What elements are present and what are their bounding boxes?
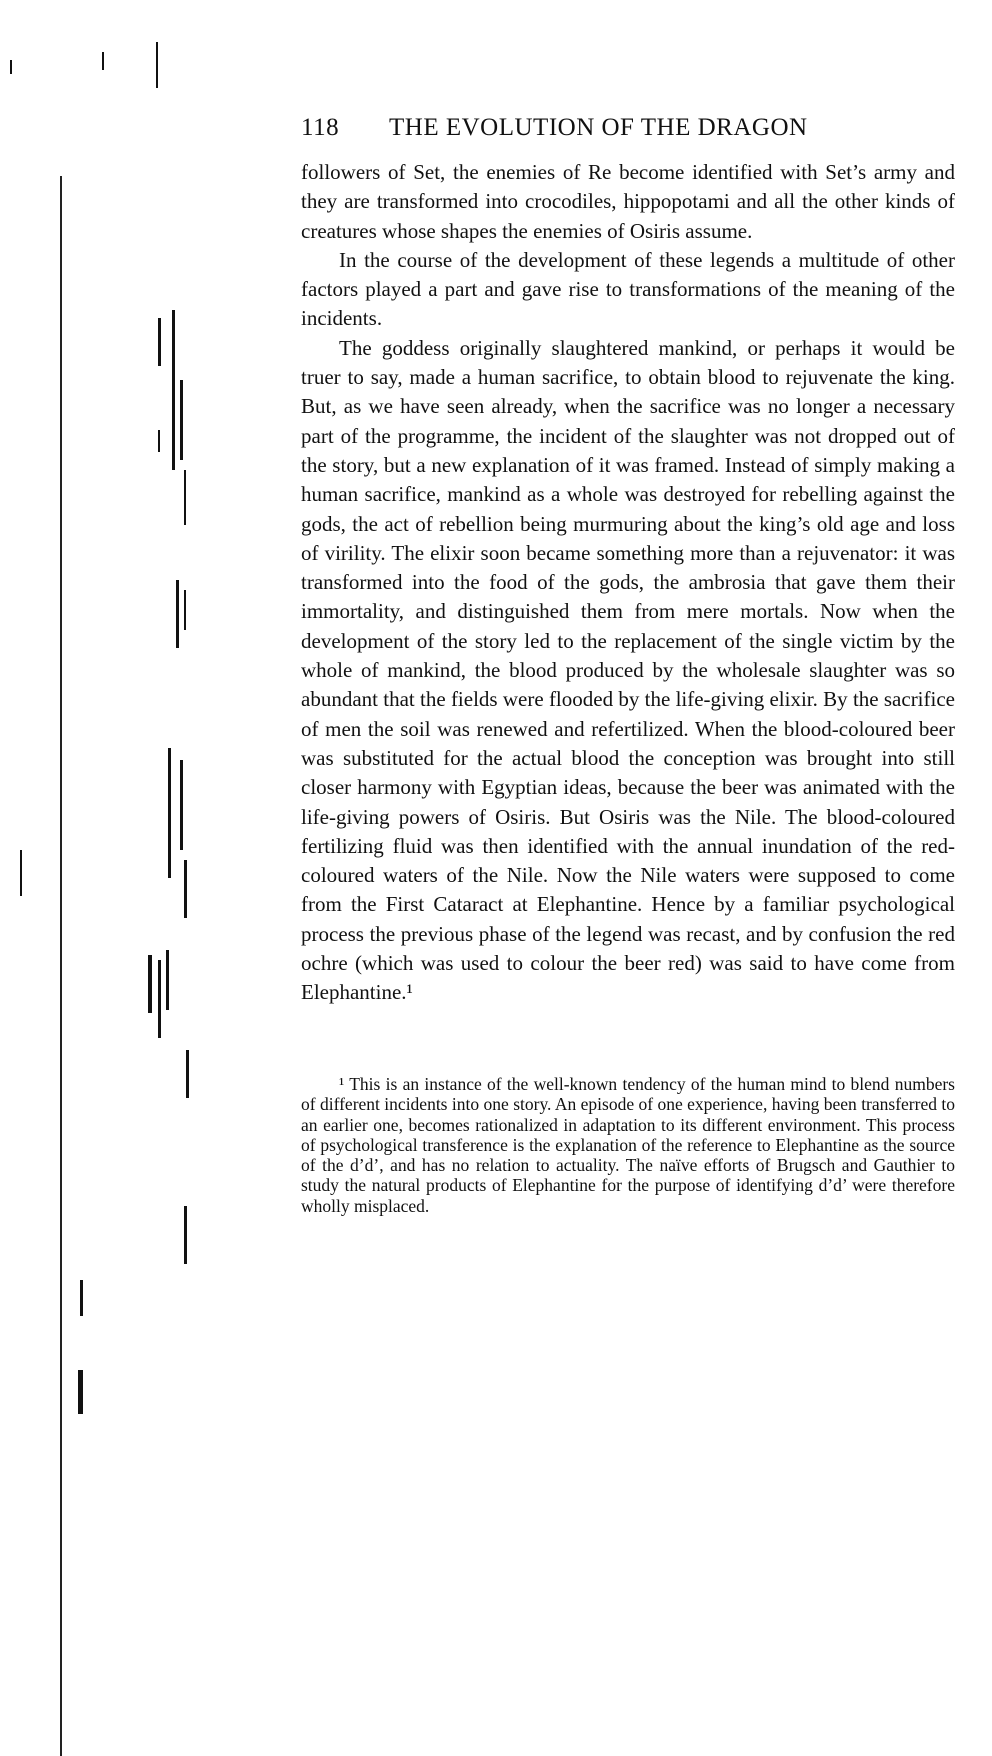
scan-artifact-bar <box>180 760 183 850</box>
scan-artifact-bar <box>158 430 160 452</box>
scan-artifact-bar <box>184 590 186 630</box>
scan-artifact-bar <box>20 850 22 896</box>
scan-artifact-bar <box>172 310 175 470</box>
scan-artifact-bar <box>176 580 179 648</box>
running-title: THE EVOLUTION OF THE DRAGON <box>389 114 808 141</box>
scan-artifact-bar <box>78 1370 83 1414</box>
scan-artifact-bar <box>180 380 183 460</box>
scan-artifact-bar <box>168 748 171 878</box>
scan-artifact-bar <box>158 318 161 366</box>
scan-artifact-left-rule <box>60 176 62 1756</box>
scan-artifact-bar <box>10 60 12 74</box>
scan-artifact-bar <box>184 860 187 918</box>
footnote: ¹ This is an instance of the well-known tendency of the human mind to blend numbers of different incidents into one story. An episode of one experience, having been transferred to an earlier one, becomes rationalized in adaptation to its different environment. This process of psychological transference is the explanation of the reference to Elephantine as the source of the d’d’, and has no relation to actuality. The naïve efforts of Brugsch and Gauthier to study the natural products of Elephantine for the purpose of identifying d’d’ were therefore wholly misplaced. <box>301 1074 955 1216</box>
scan-artifact-bar <box>166 950 169 1010</box>
main-text <box>301 158 955 1008</box>
scan-artifact-bar <box>80 1280 83 1316</box>
page-number: 118 <box>301 114 340 141</box>
scan-artifact-bar <box>184 470 186 525</box>
scan-artifact-bar <box>186 1050 189 1098</box>
scan-artifact-bar <box>102 52 104 70</box>
scan-artifact-bar <box>158 960 161 1038</box>
paragraph: The goddess originally slaughtered mankind, or perhaps it would be truer to say, made a human sacrifice, to obtain blood to rejuvenate the king. But, as we have seen already, when the sacrifice was no longer a necessary part of the programme, the incident of the slaughter was not dropped out of the story, but a new explanation of it was framed. Instead of simply making a human sacrifice, mankind as a whole was destroyed for rebelling against the gods, the act of rebellion being murmuring about the king’s old age and loss of virility. The elixir soon became something more than a rejuvenator: it was transformed into the food of the gods, the ambrosia that gave them their immortality, and distinguished them from mere mortals. Now when the development of the story led to the replacement of the single victim by the whole of mankind, the blood produced by the wholesale slaughter was so abundant that the fields were flooded by the life-giving elixir. By the sacrifice of men the soil was renewed and refertilized. When the blood-coloured beer was substituted for the actual blood the conception was brought into still closer harmony with Egyptian ideas, because the beer was animated with the life-giving powers of Osiris. But Osiris was the Nile. The blood-coloured fertilizing fluid was then identified with the annual inundation of the red-coloured waters of the Nile. Now the Nile waters were supposed to come from the First Cataract at Elephantine. Hence by a familiar psychological process the previous phase of the legend was recast, and by confusion the red ochre (which was used to colour the beer red) was said to have come from Elephantine.¹ <box>301 335 955 1005</box>
paragraph: followers of Set, the enemies of Re become identified with Set’s army and they are transformed into crocodiles, hippopotami and all the other kinds of creatures whose shapes the enemies of Osiris assume. <box>301 160 955 243</box>
scan-artifact-bar <box>184 1206 187 1264</box>
scan-artifact-bar <box>148 955 152 1013</box>
running-header <box>301 114 961 142</box>
paragraph: In the course of the development of these legends a multitude of other factors played a part and gave rise to transformations of the meaning of the incidents. <box>301 247 955 331</box>
scan-artifact-bar <box>156 42 158 88</box>
